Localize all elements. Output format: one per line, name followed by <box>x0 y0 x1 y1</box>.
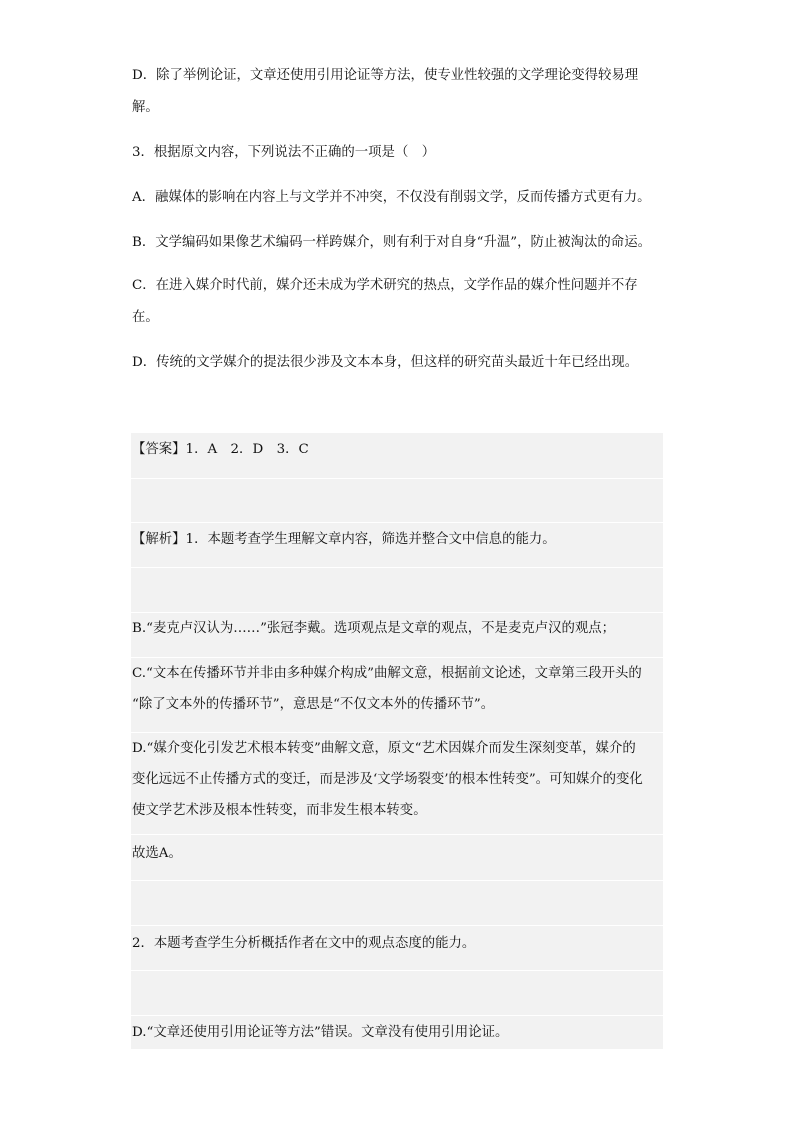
option-d-line2: 解。 <box>132 100 159 115</box>
question3-option-c-line1: C．在进入媒介时代前，媒介还未成为学术研究的热点，文学作品的媒介性问题并不存 <box>132 278 638 293</box>
analysis-q2-option-d: D.“文章还使用引用论证等方法”错误。文章没有使用引用论证。 <box>132 1025 509 1040</box>
separator <box>131 1015 663 1016</box>
analysis-option-d-line3: 使文学艺术涉及根本性转变，而非发生根本转变。 <box>132 803 427 818</box>
analysis-q2-intro: 2．本题考查学生分析概括作者在文中的观点态度的能力。 <box>132 936 476 951</box>
analysis-option-c-line1: C.“文本在传播环节并非由多种媒介构成”曲解文意，根据前文论述，文章第三段开头的 <box>132 666 642 681</box>
separator <box>131 478 663 479</box>
separator <box>131 880 663 881</box>
answer-line: 【答案】1．A 2．D 3．C <box>132 442 309 457</box>
question3-option-b: B．文学编码如果像艺术编码一样跨媒介，则有利于对自身“升温”，防止被淘汰的命运。 <box>132 235 651 250</box>
question3-option-a: A．融媒体的影响在内容上与文学并不冲突，不仅没有削弱文学，反而传播方式更有力。 <box>132 190 651 205</box>
analysis-option-b: B.“麦克卢汉认为……”张冠李戴。选项观点是文章的观点，不是麦克卢汉的观点； <box>132 621 616 636</box>
question3-stem: 3．根据原文内容，下列说法不正确的一项是（ ） <box>132 145 436 160</box>
question3-option-d: D．传统的文学媒介的提法很少涉及文本本身，但这样的研究苗头最近十年已经出现。 <box>132 355 639 370</box>
analysis-intro: 【解析】1．本题考查学生理解文章内容，筛选并整合文中信息的能力。 <box>132 532 556 547</box>
question3-option-c-line2: 在。 <box>132 310 159 325</box>
analysis-option-d-line2: 变化远远不止传播方式的变迁，而是涉及‘文学场裂变’的根本性转变”。可知媒介的变化 <box>132 772 643 787</box>
separator <box>131 522 663 523</box>
separator <box>131 970 663 971</box>
separator <box>131 567 663 568</box>
analysis-choose: 故选A。 <box>132 846 182 861</box>
analysis-option-c-line2: “除了文本外的传播环节”，意思是“不仅文本外的传播环节”。 <box>132 697 495 712</box>
separator <box>131 834 663 835</box>
option-d-line1: D．除了举例论证，文章还使用引用论证等方法，使专业性较强的文学理论变得较易理 <box>132 68 639 83</box>
analysis-option-d-line1: D.“媒介变化引发艺术根本转变”曲解文意，原文“艺术因媒介而发生深刻变革，媒介的 <box>132 741 636 756</box>
separator <box>131 925 663 926</box>
